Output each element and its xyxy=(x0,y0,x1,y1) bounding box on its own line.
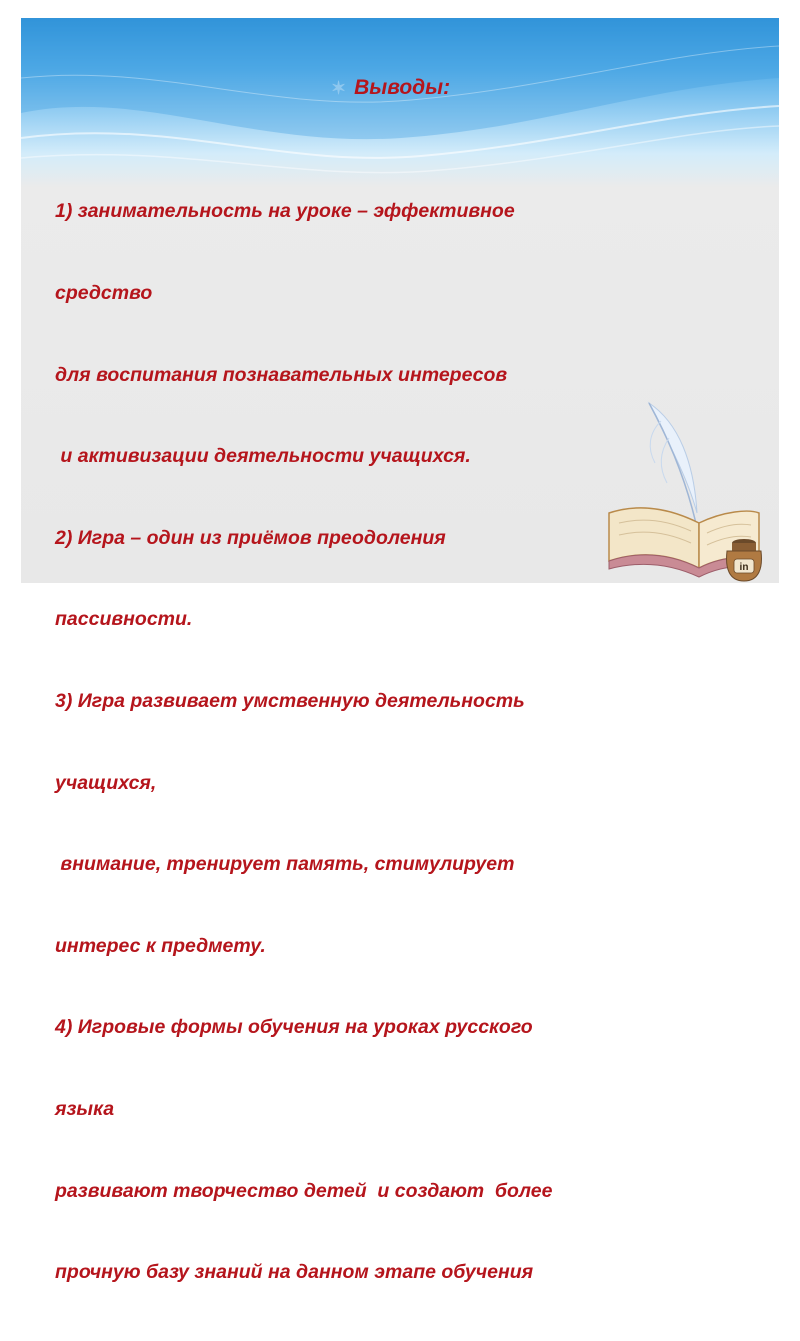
text-line: интерес к предмету. xyxy=(55,934,266,957)
text-line: и активизации деятельности учащихся. xyxy=(55,445,471,468)
text-line: 2) Игра – один из приёмов преодоления xyxy=(55,526,446,549)
svg-text:in: in xyxy=(739,562,749,573)
slide xyxy=(21,18,779,1284)
text-line: пассивности. xyxy=(55,608,193,631)
text-line: языка xyxy=(55,1097,115,1120)
text-line: 4) Игровые формы обучения на уроках русского xyxy=(55,1016,533,1039)
text-line: средство xyxy=(55,282,153,304)
slide-title xyxy=(331,76,450,100)
text-line: 3) Игра развивает умственную деятельность xyxy=(55,689,525,712)
star-bullet-icon: ✶ xyxy=(331,78,347,98)
text-line: для воспитания познавательных интересов xyxy=(55,363,508,386)
text-line: учащихся, xyxy=(55,771,157,794)
book-quill-inkpot-icon xyxy=(609,393,779,583)
conclusions-text xyxy=(55,144,745,1341)
text-line: внимание, тренирует память, стимулирует xyxy=(55,853,515,876)
text-line: развивают творчество детей и создают более xyxy=(55,1179,553,1202)
text-line: 1) занимательность на уроке – эффективное xyxy=(55,200,515,223)
title-text: Выводы: xyxy=(354,76,451,99)
text-line: прочную базу знаний на данном этапе обучения xyxy=(55,1261,534,1284)
